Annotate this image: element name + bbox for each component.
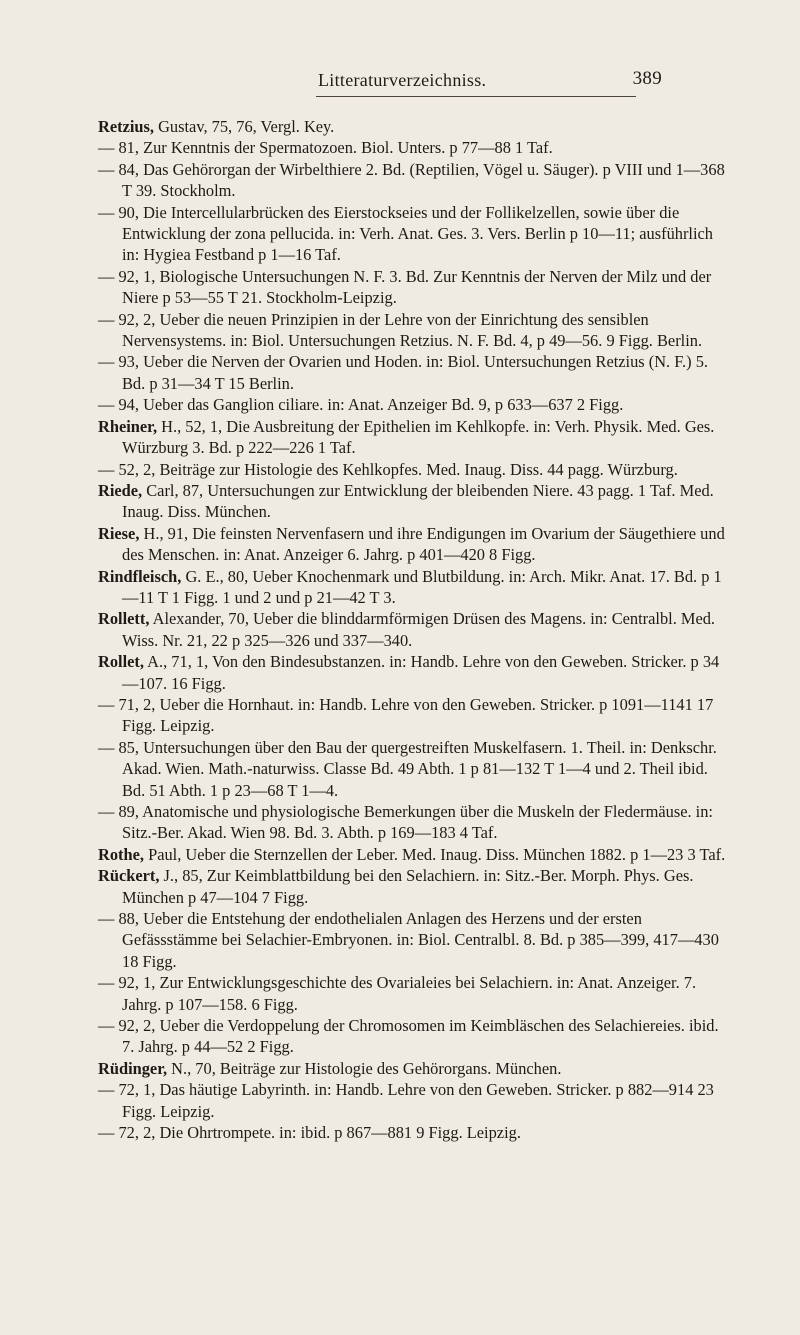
entry-text: A., 71, 1, Von den Bindesubstanzen. in: Handb. Lehre von den Geweben. Stricker. p 34—107. 16 Figg. — [122, 652, 720, 693]
bibliography-entry — [98, 351, 728, 394]
entry-text: — 93, Ueber die Nerven der Ovarien und Hoden. in: Biol. Untersuchungen Retzius (N. F.) 5. Bd. p 31—34 T 15 Berlin. — [98, 352, 709, 393]
entry-text: G. E., 80, Ueber Knochenmark und Blutbildung. in: Arch. Mikr. Anat. 17. Bd. p 1—11 T 1 Figg. 1 und 2 und p 21—42 T 3. — [122, 566, 722, 607]
entry-text: — 84, Das Gehörorgan der Wirbelthiere 2. Bd. (Reptilien, Vögel u. Säuger). p VIII und 1—368 T 39. Stockholm. — [98, 159, 725, 201]
entry-text: — 52, 2, Beiträge zur Histologie des Kehlkopfes. Med. Inaug. Diss. 44 pagg. Würzburg. — [98, 459, 678, 479]
entry-text: H., 52, 1, Die Ausbreitung der Epithelien im Kehlkopfe. in: Verh. Physik. Med. Ges. Würzburg 3. Bd. p 222—226 1 Taf. — [122, 416, 715, 458]
bibliography-entry — [98, 459, 728, 480]
bibliography-entry — [98, 159, 728, 202]
entry-text: — 81, Zur Kenntnis der Spermatozoen. Biol. Unters. p 77—88 1 Taf. — [98, 138, 553, 158]
entry-text: — 72, 2, Die Ohrtrompete. in: ibid. p 867—881 9 Figg. Leipzig. — [98, 1123, 521, 1143]
entry-text: Gustav, 75, 76, Vergl. Key. — [154, 117, 335, 136]
entry-text: Alexander, 70, Ueber die blinddarmförmigen Drüsen des Magens. in: Centralbl. Med. Wiss. Nr. 21, 22 p 325—326 und 337—340. — [122, 609, 716, 650]
entry-text: — 92, 1, Zur Entwicklungsgeschichte des Ovarialeies bei Selachiern. in: Anat. Anzeiger. 7. Jahrg. p 107—158. 6 Figg. — [98, 973, 697, 1014]
bibliography-entry — [98, 844, 728, 865]
entry-text: — 85, Untersuchungen über den Bau der quergestreiften Muskelfasern. 1. Theil. in: Denkschr. Akad. Wien. Math.-naturwiss. Classe Bd. 49 Abth. 1 p 81—132 T 1—4 und 2. Theil ibid. Bd. 51 Abth. 1 p 23—68 T 1—4. — [98, 737, 717, 800]
entry-text: — 89, Anatomische und physiologische Bemerkungen über die Muskeln der Fledermäuse. in: Sitz.-Ber. Akad. Wien 98. Bd. 3. Abth. p 169—183 4 Taf. — [98, 802, 713, 843]
bibliography-entry — [98, 266, 728, 309]
bibliography-entry — [98, 865, 728, 908]
entry-author: Rollet, — [98, 652, 144, 672]
header-title: Litteraturverzeichniss. — [318, 70, 487, 90]
bibliography-entry — [98, 523, 728, 566]
bibliography-entry — [98, 137, 728, 158]
bibliography-entry — [98, 1079, 728, 1122]
entry-author: Rollett, — [98, 609, 150, 629]
entry-text: — 88, Ueber die Entstehung der endothelialen Anlagen des Herzens und der ersten Gefässstämme bei Selachier-Embryonen. in: Biol. Centralbl. 8. Bd. p 385—399, 417—430 18 Figg. — [98, 909, 719, 971]
bibliography-entry — [98, 416, 728, 459]
bibliography-entry — [98, 116, 728, 137]
entry-author: Rothe, — [98, 844, 144, 864]
entry-author: Rindfleisch, — [98, 566, 182, 586]
entry-author: Retzius, — [98, 117, 154, 136]
entry-text: H., 91, Die feinsten Nervenfasern und ihre Endigungen im Ovarium der Säugethiere und des Menschen. in: Anat. Anzeiger 6. Jahrg. p 401—420 8 Figg. — [122, 523, 725, 565]
page-number: 389 — [632, 68, 662, 89]
entry-text: — 92, 1, Biologische Untersuchungen N. F. 3. Bd. Zur Kenntnis der Nerven der Milz und der Niere p 53—55 T 21. Stockholm-Leipzig. — [98, 266, 712, 308]
entry-text: — 92, 2, Ueber die Verdoppelung der Chromosomen im Keimbläschen des Selachiereies. ibid. 7. Jahrg. p 44—52 2 Figg. — [98, 1016, 719, 1057]
bibliography-entry — [98, 202, 728, 266]
entry-text: — 92, 2, Ueber die neuen Prinzipien in der Lehre von der Einrichtung des sensiblen Nervensystems. in: Biol. Untersuchungen Retzius. N. F. Bd. 4, p 49—56. 9 Figg. Berlin. — [98, 309, 703, 351]
bibliography-entry — [98, 972, 728, 1015]
entry-author: Rheiner, — [98, 416, 158, 436]
entry-text: — 72, 1, Das häutige Labyrinth. in: Handb. Lehre von den Geweben. Stricker. p 882—914 23 Figg. Leipzig. — [98, 1080, 714, 1121]
entry-text: — 90, Die Intercellularbrücken des Eierstockseies und der Follikelzellen, sowie über die Entwicklung der zona pellucida. in: Verh. Anat. Ges. 3. Vers. Berlin p 10—11; ausführlich in: Hygiea Festband p 1—16 Taf. — [98, 202, 714, 265]
entry-text: — 94, Ueber das Ganglion ciliare. in: Anat. Anzeiger Bd. 9, p 633—637 2 Figg. — [98, 395, 624, 415]
bibliography-entry — [98, 309, 728, 352]
entry-author: Riede, — [98, 480, 143, 500]
entry-text: Carl, 87, Untersuchungen zur Entwicklung der bleibenden Niere. 43 pagg. 1 Taf. Med. Inaug. Diss. München. — [122, 480, 714, 522]
bibliography-entry — [98, 1122, 728, 1143]
bibliography-entry — [98, 1058, 728, 1079]
bibliography-entry — [98, 1015, 728, 1058]
bibliography-entry — [98, 608, 728, 651]
bibliography-entry — [98, 908, 728, 972]
bibliography-entry — [98, 651, 728, 694]
entry-text: J., 85, Zur Keimblattbildung bei den Selachiern. in: Sitz.-Ber. Morph. Phys. Ges. München p 47—104 7 Figg. — [122, 866, 694, 907]
bibliography-entry — [98, 394, 728, 415]
entry-text: Paul, Ueber die Sternzellen der Leber. Med. Inaug. Diss. München 1882. p 1—23 3 Taf. — [143, 844, 726, 864]
bibliography-entry — [98, 566, 728, 609]
bibliography-entry — [98, 694, 728, 737]
bibliography-entry — [98, 480, 728, 523]
bibliography-entry — [98, 801, 728, 844]
header-rule — [316, 96, 636, 97]
bibliography-list — [98, 116, 728, 1144]
bibliography-entry — [98, 737, 728, 801]
entry-author: Rückert, — [98, 866, 160, 886]
entry-author: Rüdinger, — [98, 1058, 168, 1078]
entry-text: — 71, 2, Ueber die Hornhaut. in: Handb. Lehre von den Geweben. Stricker. p 1091—1141 17 Figg. Leipzig. — [98, 694, 714, 736]
entry-text: N., 70, Beiträge zur Histologie des Gehörorgans. München. — [167, 1058, 562, 1078]
entry-author: Riese, — [98, 523, 140, 543]
